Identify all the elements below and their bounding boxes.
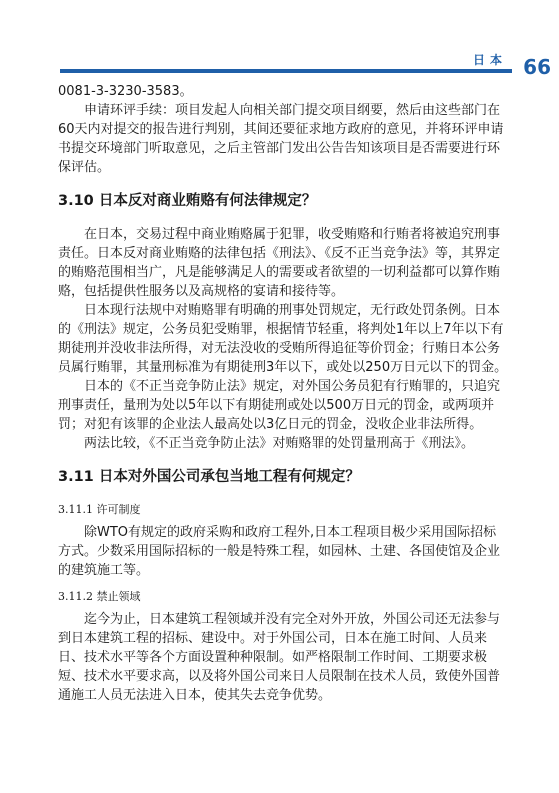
- paragraph-3-10-4: 两法比较，《不正当竞争防止法》对贿赂罪的处罚量刑高于《刑法》。: [84, 436, 475, 451]
- paragraph-3-11-2: 迄今为止，日本建筑工程领域并没有完全对外开放，外国公司还无法参与到日本建筑工程的招标、建设中。对于外国公司，日本在施工时间、人员来日、技术水平等各个方面设置种种限制。如严格限制工作时间、工期要求极短、技术水平要求高，以及将外国公司来日人员限制在技术人员，致使外国普通施工人员无法进入日本，使其失去竞争优势。: [58, 612, 501, 703]
- paragraph-3-11-1: 除WTO有规定的政府采购和政府工程外,日本工程项目极少采用国际招标方式。少数采用国际招标的一般是特殊工程，如园林、土建、各国使馆及企业的建筑施工等。: [58, 525, 501, 578]
- section-heading-3-10: 3.10 日本反对商业贿赂有何法律规定？: [58, 193, 317, 209]
- header-rule: [60, 69, 512, 73]
- page-body: [58, 82, 508, 705]
- running-header-country: 日本: [472, 53, 507, 67]
- section-heading-3-11: 3.11 日本对外国公司承包当地工程有何规定？: [58, 469, 360, 485]
- page-number: 66: [523, 55, 551, 79]
- paragraph-3-10-2: 日本现行法规中对贿赂罪有明确的刑事处罚规定，无行政处罚条例。日本的《刑法》规定，公务员犯受贿罪，根据情节轻重，将判处1年以上7年以下有期徒刑并没收非法所得，对无法没收的受贿所得追征等价罚金；行贿日本公务员属行贿罪，其量刑标准为有期徒刑3年以下，或处以250万日元以下的罚金。: [58, 303, 508, 375]
- paragraph-3-10-3: 日本的《不正当竞争防止法》规定，对外国公务员犯有行贿罪的，只追究刑事责任，量刑为处以5年以下有期徒刑或处以500万日元的罚金，或两项并罚；对犯有该罪的企业法人最高处以3亿日元的罚金，没收企业非法所得。: [58, 379, 501, 432]
- paragraph-3-10-1: 在日本，交易过程中商业贿赂属于犯罪，收受贿赂和行贿者将被追究刑事责任。日本反对商业贿赂的法律包括《刑法》、《反不正当竞争法》等，其界定的贿赂范围相当广，凡是能够满足人的需要或者欲望的一切利益都可以算作贿赂，包括提供性服务以及高规格的宴请和接待等。: [58, 227, 501, 299]
- paragraph-eia-procedure: 申请环评手续：项目发起人向相关部门提交项目纲要，然后由这些部门在60天内对提交的报告进行判别，其间还要征求地方政府的意见，并将环评申请书提交环境部门听取意见，之后主管部门发出公告告知该项目是否需要进行环保评估。: [58, 103, 504, 175]
- page-header: [0, 0, 559, 80]
- subheading-3-11-2: 3.11.2 禁止领域: [58, 590, 141, 603]
- subheading-3-11-1: 3.11.1 许可制度: [58, 503, 141, 516]
- phone-continuation: 0081-3-3230-3583。: [58, 84, 193, 99]
